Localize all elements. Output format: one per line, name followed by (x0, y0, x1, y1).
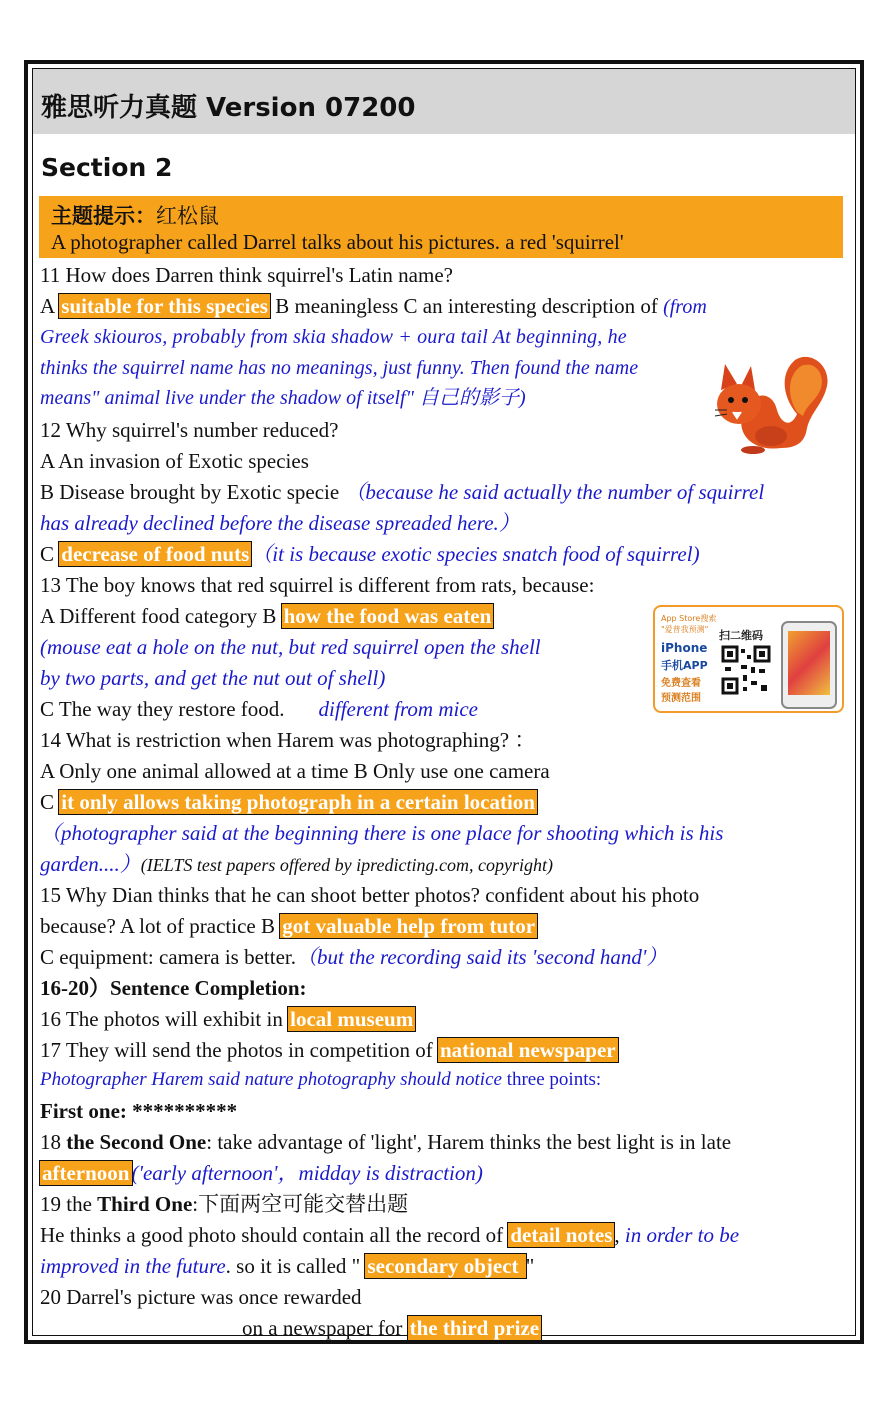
q11-options (40, 292, 707, 321)
three-points-note-tail: three points: (501, 1069, 602, 1090)
q11-note-4: means" animal live under the shadow of itself" 自己的影子) (40, 387, 526, 409)
q17-answer: national newspaper (440, 1038, 616, 1062)
q19-sentence-text: He thinks a good photo should contain all the record of (40, 1223, 509, 1247)
q18-answer-line (40, 1159, 483, 1187)
q19-num: 19 the (40, 1192, 98, 1216)
topic-label: 主题提示： (51, 204, 156, 228)
q11-a-prefix: A (40, 294, 60, 318)
q12-c-prefix: C (40, 542, 60, 566)
q13-note-2: by two parts, and get the nut out of shell) (40, 666, 386, 690)
q12-b-text: B Disease brought by Exotic specie (40, 480, 345, 504)
q14-note-2-line (40, 850, 553, 879)
q13-c-note: different from mice (318, 697, 478, 721)
q19-line (40, 1190, 408, 1218)
q18-line (40, 1128, 731, 1156)
copyright-note: (IELTS test papers offered by ipredicting.com, copyright) (140, 855, 553, 875)
three-points-note-text: Photographer Harem said nature photography should notice (40, 1069, 502, 1090)
q19-so: . so it is called " (225, 1254, 366, 1278)
app-line-4: 预测范围 (661, 693, 701, 704)
app-ad-box[interactable] (653, 605, 844, 713)
q11-note-1: (from (663, 296, 707, 318)
document-inner (32, 68, 856, 1340)
q11-question: 11 How does Darren think squirrel's Latin name? (40, 263, 453, 287)
q13-note-1: (mouse eat a hole on the nut, but red squirrel open the shell (40, 635, 541, 659)
q18-rest: : take advantage of 'light', Harem thinks the best light is in late (206, 1130, 732, 1154)
three-points-note (40, 1066, 601, 1094)
q15-answer: got valuable help from tutor (282, 914, 536, 938)
title-bar (33, 69, 855, 134)
document-frame (24, 60, 864, 1344)
q18-bold: the Second One (66, 1130, 207, 1154)
q14-c-prefix: C (40, 790, 60, 814)
q15-question-1: 15 Why Dian thinks that he can shoot better photos? confident about his photo (40, 883, 700, 907)
app-name-text: "爱普我预测" (661, 625, 709, 634)
qr-code-icon (721, 645, 771, 695)
q12-option-a: A An invasion of Exotic species (40, 449, 309, 473)
q13-ab: A Different food category B (40, 604, 282, 628)
q12-option-c (40, 540, 700, 568)
app-scan-text: 扫二维码 (719, 629, 763, 642)
q18-answer: afternoon (42, 1161, 130, 1185)
q19-sentence-1 (40, 1221, 739, 1249)
q18-num: 18 (40, 1130, 67, 1154)
app-line-3: 免费查看 (661, 678, 701, 689)
q19-note-1: in order to be (624, 1223, 740, 1247)
q20-line-1: 20 Darrel's picture was once rewarded (40, 1285, 362, 1309)
q12-answer: decrease of food nuts (61, 542, 250, 566)
squirrel-picture (711, 352, 833, 456)
q14-note-2: garden....） (40, 852, 141, 876)
q12-question: 12 Why squirrel's number reduced? (40, 418, 339, 442)
topic-desc: A photographer called Darrel talks about his pictures. a red 'squirrel' (51, 230, 624, 254)
q19-end: " (525, 1254, 535, 1278)
q12-c-note: （it is because exotic species snatch food of squirrel) (251, 542, 700, 566)
section-heading: Section 2 (41, 153, 173, 182)
q13-question: 13 The boy knows that red squirrel is different from rats, because: (40, 573, 595, 597)
q13-options (40, 602, 493, 630)
q19-rest: :下面两空可能交替出题 (192, 1192, 409, 1216)
q19-answer-a: detail notes (510, 1223, 613, 1247)
app-line-2: 手机APP (661, 659, 708, 672)
q19-bold: Third One (97, 1192, 193, 1216)
q15-c-text: C equipment: camera is better. (40, 945, 296, 969)
q12-b-note-2: has already declined before the disease spreaded here.） (40, 511, 520, 535)
q20-line-2 (242, 1314, 541, 1342)
q12-b-note-1: （because he said actually the number of squirrel (344, 480, 765, 504)
q19-answer-b: secondary object (367, 1254, 524, 1278)
q11-answer: suitable for this species (61, 294, 268, 318)
q13-answer: how the food was eaten (283, 604, 492, 628)
q14-note-1: （photographer said at the beginning there is one place for shooting which is his (40, 821, 724, 845)
app-line-1: iPhone (661, 641, 708, 655)
q15-q2-text: because? A lot of practice B (40, 914, 281, 938)
q11-note-3: thinks the squirrel name has no meanings, just funny. Then found the name (40, 357, 639, 379)
q14-option-c (40, 788, 537, 816)
q16-text: 16 The photos will exhibit in (40, 1007, 289, 1031)
q15-option-c (40, 943, 667, 971)
q19-sentence-2 (40, 1252, 534, 1280)
q18-answer-note: ('early afternoon'，midday is distraction) (131, 1161, 483, 1185)
q17-text: 17 They will send the photos in competition of (40, 1038, 438, 1062)
app-store-text: App Store搜索 (661, 614, 717, 623)
topic-line (51, 200, 219, 230)
q17-line (40, 1036, 618, 1064)
q16-line (40, 1005, 415, 1033)
page-title: 雅思听力真题 Version 07200 (41, 93, 416, 123)
q20-text: on a newspaper for (242, 1316, 408, 1340)
q20-answer: the third prize (409, 1316, 540, 1340)
q19-note-2: improved in the future (40, 1254, 226, 1278)
q11-bc: B meaningless C an interesting description of (269, 294, 664, 318)
q14-options: A Only one animal allowed at a time B Only use one camera (40, 759, 550, 783)
phone-image (781, 621, 837, 709)
q15-c-note: （but the recording said its 'second hand'） (296, 945, 668, 969)
q14-question: 14 What is restriction when Harem was photographing? ： (40, 728, 536, 752)
q12-option-b (40, 478, 764, 506)
first-point: First one: ********** (40, 1099, 238, 1123)
q16-answer: local museum (290, 1007, 414, 1031)
q14-answer: it only allows taking photograph in a certain location (61, 790, 535, 814)
topic-value: 红松鼠 (156, 204, 219, 228)
q11-note-2: Greek skiouros, probably from skia shadow + oura tail At beginning, he (40, 326, 627, 348)
q13-option-c (40, 695, 478, 723)
q19-comma: , (614, 1223, 625, 1247)
q15-question-2 (40, 912, 537, 940)
sentence-completion-heading: 16-20）Sentence Completion: (40, 976, 307, 1000)
topic-box (39, 196, 843, 258)
q13-c-text: C The way they restore food. (40, 697, 285, 721)
